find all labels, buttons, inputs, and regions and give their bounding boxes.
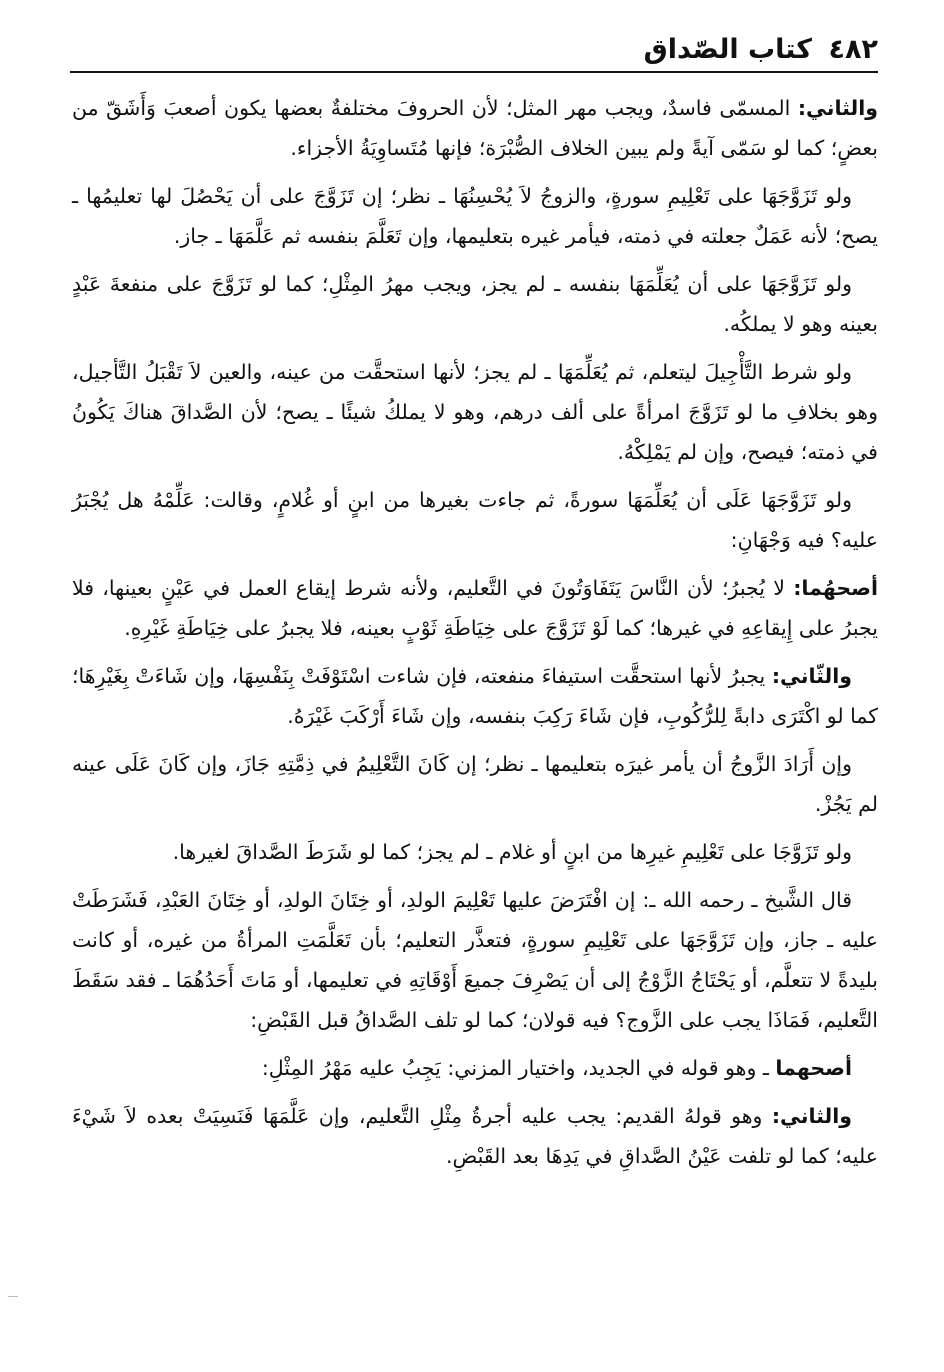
paragraph [72,176,878,256]
paragraph-lead: أصحهما [775,1056,852,1080]
paragraph-lead: والثاني: [797,96,878,120]
paragraph-text: ولو تَزَوَّجَا على تَعْلِيمِ غيرِها من ابنٍ أو غلام ـ لم يجز؛ كما لو شَرَطَ الصَّداقَ لغيرها. [172,840,852,864]
paragraph [72,480,878,560]
paragraph [72,1048,878,1088]
paragraph [72,744,878,824]
paragraph [72,832,878,872]
paragraph-text: ـ وهو قوله في الجديد، واختيار المزني: يَجِبُ عليه مَهْرُ المِثْلِ: [261,1056,776,1080]
paragraph-lead: والثّاني: [771,664,852,688]
scan-mark [8,1296,18,1297]
paragraph-text: لا يُجبرُ؛ لأن النَّاسَ يَتَفَاوَتُونَ في التَّعليم، ولأنه شرط إيقاع العمل في عَيْنٍ بعينها، فلا يجبرُ على إِيقاعِهِ في غيرها؛ كما لَوْ تَزَوَّجَ على خِيَاطَةِ ثَوْبٍ بعينه، فلا يجبرُ على خِيَاطَةِ غَيْرِهِ. [72,576,878,640]
paragraph-text: ولو تَزَوَّجَهَا على أن يُعَلِّمَهَا بنفسه ـ لم يجز، ويجب مهرُ المِثْلِ؛ كما لو تَزَوَّجَ على منفعةَ عَبْدٍ بعينه وهو لا يملكُه. [72,272,878,336]
paragraph-text: ولو تَزَوَّجَهَا عَلَى أن يُعَلِّمَهَا سورةً، ثم جاءت بغيرها من ابنٍ أو غُلامٍ، وقالت: عَلِّمْهُ هل يُجْبَرُ عليه؟ فيه وَجْهَانِ: [72,488,878,552]
page-header [70,34,878,78]
paragraph-text: المسمّى فاسدٌ، ويجب مهر المثل؛ لأن الحروفَ مختلفةٌ بعضها يكون أصعبَ وَأَشَقّ من بعضٍ؛ كما لو سَمّى آيةً ولم يبين الخلاف الصُّبْرَة؛ فإنها مُتَساوِيَةُ الأجزاء. [72,96,878,160]
paragraph-text: ولو تَزَوَّجَهَا على تَعْلِيمِ سورةٍ، والزوجُ لاَ يُحْسِنُهَا ـ نظر؛ إن تَزَوَّجَ على أن يَحْصُلَ لها تعليمُها ـ يصح؛ لأنه عَمَلٌ جعلته في ذمته، فيأمر غيره بتعليمها، وإن تَعَلَّمَ بنفسه ثم عَلَّمَهَا ـ جاز. [72,184,878,248]
page-body [72,88,878,1184]
paragraph [72,88,878,168]
paragraph [72,264,878,344]
header-rule [70,71,878,73]
paragraph-text: قال الشَّيخ ـ رحمه الله ـ: إن افْتَرَضَ عليها تَعْلِيمَ الولدِ، أو خِتَانَ الولدِ، أو خِتَانَ العَبْدِ، فَشَرَطَتْ عليه ـ جاز، وإن تَزَوَّجَهَا على تَعْلِيمِ سورةٍ، فتعذَّر التعليم؛ بأن تَعَلَّمَتِ المرأةُ من غيره، أو كانت بليدةً لا تتعلَّم، أو يَحْتَاجُ الزَّوْجُ إلى أن يَصْرِفَ جميعَ أَوْقَاتِهِ في تعليمها، أو مَاتَ أَحَدُهُمَا ـ فقد سَقَطَ التَّعليم، فَمَاذَا يجب على الزَّوج؟ فيه قولان؛ كما لو تلف الصَّداقُ قبل القَبْضِ: [72,888,878,1032]
paragraph-text: يجبرُ لأنها استحقَّت استيفاءَ منفعته، فإن شاءت اسْتَوْفَتْ بِنَفْسِهَا، وإن شَاءَتْ بِغَيْرِهَا؛ كما لو اكْتَرَى دابةً لِلرُّكُوبِ، فإن شَاءَ رَكِبَ بنفسه، وإن شَاءَ أَرْكَبَ غَيْرَهُ. [72,664,878,728]
paragraph-text: ولو شرط التَّأْجِيلَ ليتعلم، ثم يُعَلِّمَهَا ـ لم يجز؛ لأنها استحقَّت من عينه، والعين لاَ تَقْبَلُ التَّأجيل، وهو بخلافِ ما لو تَزَوَّجَ امرأةً على ألف درهم، وهو لا يملكُ شيئًا ـ يصح؛ لأن الصَّداقَ هناكَ يَكُونُ في ذمته؛ فيصح، وإن لم يَمْلِكْهُ. [72,360,878,464]
paragraph [72,568,878,648]
page-number: ٤٨٢ [828,34,878,65]
book-title: كتاب الصّداق [643,34,812,65]
paragraph [72,1096,878,1176]
paragraph-lead: والثاني: [771,1104,852,1128]
paragraph-text: وهو قولهُ القديم: يجب عليه أجرةُ مِثْلِ التَّعليم، وإن عَلَّمَهَا فَنَسِيَتْ بعده لاَ شَيْءَ عليه؛ كما لو تلفت عَيْنُ الصَّداقِ في يَدِهَا بعد القَبْضِ. [72,1104,878,1168]
paragraph [72,880,878,1040]
paragraph [72,656,878,736]
paragraph [72,352,878,472]
paragraph-text: وإن أَرَادَ الزَّوجُ أن يأمر غيرَه بتعليمها ـ نظر؛ إن كَانَ التَّعْلِيمُ في ذِمَّتِهِ جَازَ، وإن كَانَ عَلَى عينه لم يَجُزْ. [72,752,878,816]
paragraph-lead: أصحهُما: [793,576,878,600]
